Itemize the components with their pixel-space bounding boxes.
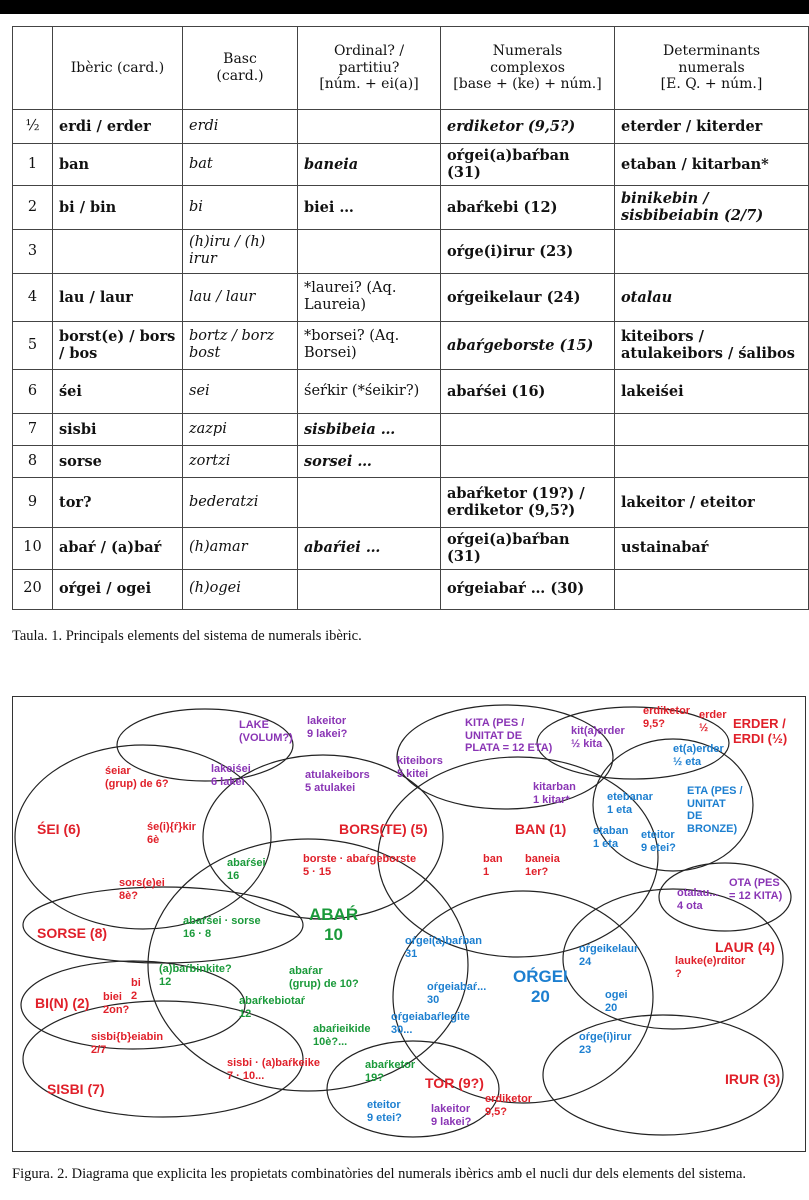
table-row (13, 413, 809, 445)
column-header-2: Basc (card.) (183, 27, 298, 110)
table-row (13, 321, 809, 369)
diagram-label-abarketor: abaŕketor 19? (365, 1059, 416, 1084)
combinatorial-diagram (12, 696, 806, 1152)
cell-n: 6 (13, 369, 53, 413)
diagram-label-orgeiirur: oŕge(i)irur 23 (579, 1031, 632, 1056)
cell-ord: *laurei? (Aq. Laureia) (298, 273, 441, 321)
diagram-label-tor9: TOR (9?) (425, 1075, 484, 1091)
cell-det: eterder / kiterder (615, 110, 809, 144)
cell-ib: śei (53, 369, 183, 413)
diagram-label-kiteibors: kiteibors 5 kitei (397, 755, 443, 780)
cell-ord: abaŕiei … (298, 527, 441, 569)
diagram-label-abar10: ABAŔ 10 (309, 905, 359, 944)
diagram-label-eteitor2: eteitor 9 etei? (367, 1099, 402, 1124)
cell-det: lakeiśei (615, 369, 809, 413)
cell-ib: sorse (53, 445, 183, 477)
cell-det (615, 229, 809, 273)
diagram-label-lakeisei: lakeiśei 6 lakei (211, 763, 251, 788)
figure-caption: Figura. 2. Diagrama que explicita les propietats combinatòries del numerals ibèrics amb el nucli dur dels elements del sistema. (12, 1166, 747, 1182)
cell-n: 5 (13, 321, 53, 369)
diagram-label-kitaerder: kit(a)erder ½ kita (571, 725, 625, 750)
cell-comp: abaŕśei (16) (441, 369, 615, 413)
column-header-5: Determinants numerals [E. Q. + núm.] (615, 27, 809, 110)
numerals-table (12, 26, 809, 610)
cell-n: 20 (13, 569, 53, 609)
diagram-label-borste15: borste · abaŕgeborste 5 · 15 (303, 853, 417, 878)
cell-n: 1 (13, 144, 53, 186)
cell-n: 3 (13, 229, 53, 273)
cell-ord: sorsei … (298, 445, 441, 477)
cell-basc: zortzi (183, 445, 298, 477)
table-row (13, 569, 809, 609)
diagram-label-eteitor: eteitor 9 etei? (641, 829, 676, 854)
diagram-label-bi: bi 2 (131, 977, 141, 1002)
diagram-label-etaerder: et(a)erder ½ eta (673, 743, 724, 768)
cell-ib: abaŕ / (a)baŕ (53, 527, 183, 569)
cell-det (615, 569, 809, 609)
diagram-label-seiar: śeiar (grup) de 6? (105, 765, 169, 790)
diagram-label-irur3: IRUR (3) (725, 1071, 781, 1087)
ellipse-ban (378, 757, 658, 957)
cell-basc: bi (183, 185, 298, 229)
cell-basc: erdi (183, 110, 298, 144)
diagram-label-erdiketor2: erdiketor 9,5? (485, 1093, 533, 1118)
table-row (13, 369, 809, 413)
cell-n: 2 (13, 185, 53, 229)
diagram-label-sei6: ŚEI (6) (37, 821, 81, 837)
diagram-label-ota: OTA (PES = 12 KITA) (729, 877, 783, 902)
cell-n: ½ (13, 110, 53, 144)
diagram-label-abargrup: abaŕar (grup) de 10? (289, 965, 359, 990)
diagram-label-seikir: śe(i){ŕ}kir 6è (147, 821, 196, 846)
cell-comp: oŕgeiabaŕ … (30) (441, 569, 615, 609)
cell-ib: oŕgei / ogei (53, 569, 183, 609)
diagram-label-abarieikide: abaŕieikide 10è?... (313, 1023, 371, 1048)
cell-basc: bortz / borz bost (183, 321, 298, 369)
diagram-label-orgeiabarlegite: oŕgeiabaŕlegite 30... (391, 1011, 470, 1036)
cell-ib: borst(e) / bors / bos (53, 321, 183, 369)
diagram-label-orgeiabar: oŕgeiabaŕ... 30 (427, 981, 487, 1006)
cell-ord: sisbibeia … (298, 413, 441, 445)
cell-ord: śeŕkir (*śeikir?) (298, 369, 441, 413)
cell-comp: abaŕketor (19?) / erdiketor (9,5?) (441, 477, 615, 527)
cell-ord: *borsei? (Aq. Borsei) (298, 321, 441, 369)
table-caption: Taula. 1. Principals elements del sistema de numerals ibèric. (12, 628, 362, 644)
diagram-label-biei: biei 2on? (103, 991, 130, 1016)
diagram-label-orgei20: OŔGEI 20 (513, 967, 568, 1006)
diagram-label-lakeitor2: lakeitor 9 lakei? (431, 1103, 472, 1128)
cell-comp (441, 445, 615, 477)
cell-ib: tor? (53, 477, 183, 527)
diagram-label-kitarban: kitarban 1 kitar* (533, 781, 576, 806)
cell-n: 7 (13, 413, 53, 445)
cell-ord: biei … (298, 185, 441, 229)
cell-ib: lau / laur (53, 273, 183, 321)
diagram-label-laukerditor: lauke(e)rditor ? (675, 955, 746, 980)
cell-ord: baneia (298, 144, 441, 186)
diagram-label-kita: KITA (PES / UNITAT DE PLATA = 12 ETA) (465, 717, 553, 755)
diagram-label-abarsei: abaŕśei 16 (227, 857, 266, 882)
cell-n: 9 (13, 477, 53, 527)
diagram-label-sorse8: SORSE (8) (37, 925, 108, 941)
diagram-label-etaban: etaban 1 eta (593, 825, 629, 850)
diagram-label-bin2: BI(N) (2) (35, 995, 90, 1011)
cell-basc: bederatzi (183, 477, 298, 527)
cell-ib: sisbi (53, 413, 183, 445)
cell-det (615, 445, 809, 477)
cell-ib: ban (53, 144, 183, 186)
diagram-label-orgeikelaur: oŕgeikelaur 24 (579, 943, 639, 968)
column-header-4: Numerals complexos [base + (ke) + núm.] (441, 27, 615, 110)
column-header-0 (13, 27, 53, 110)
cell-n: 8 (13, 445, 53, 477)
diagram-label-erdererdi: ERDER / ERDI (½) (733, 716, 788, 746)
cell-comp (441, 413, 615, 445)
cell-ord (298, 569, 441, 609)
diagram-label-abarkebiotar: abaŕkebiotaŕ 12 (239, 995, 306, 1020)
column-header-3: Ordinal? / partitiu? [núm. + ei(a)] (298, 27, 441, 110)
cell-basc: bat (183, 144, 298, 186)
diagram-label-eta: ETA (PES / UNITAT DE BRONZE) (687, 785, 743, 835)
table-row (13, 110, 809, 144)
cell-comp: oŕgeikelaur (24) (441, 273, 615, 321)
cell-basc: lau / laur (183, 273, 298, 321)
diagram-label-lake: LAKE (VOLUM?) (239, 719, 293, 744)
diagram-label-etebanar: etebanar 1 eta (607, 791, 653, 816)
cell-det: kiteibors / atulakeibors / śalibos (615, 321, 809, 369)
diagram-label-sisbi7: SISBI (7) (47, 1081, 105, 1097)
cell-comp: oŕgei(a)baŕban (31) (441, 144, 615, 186)
cell-basc: sei (183, 369, 298, 413)
diagram-label-ogei: ogei 20 (605, 989, 628, 1014)
diagram-label-abarbinkite: (a)baŕbinkite? 12 (159, 963, 232, 988)
table-row (13, 445, 809, 477)
cell-comp: abaŕkebi (12) (441, 185, 615, 229)
table-row (13, 273, 809, 321)
cell-ib: bi / bin (53, 185, 183, 229)
diagram-label-orgeiabarban: oŕgei(a)baŕban 31 (405, 935, 483, 960)
cell-comp: oŕge(i)irur (23) (441, 229, 615, 273)
diagram-label-otalau: otalau... 4 ota (677, 887, 719, 912)
diagram-label-ban: ban 1 (483, 853, 503, 878)
cell-det: binikebin / sisbibeiabin (2/7) (615, 185, 809, 229)
table-row (13, 477, 809, 527)
diagram-label-sorsei: sors(e)ei 8è? (119, 877, 165, 902)
cell-basc: (h)iru / (h) irur (183, 229, 298, 273)
diagram-label-sisbibeiabin: sisbi{b}eiabin 2/7 (91, 1031, 164, 1056)
cell-ib: erdi / erder (53, 110, 183, 144)
diagram-label-ban1: BAN (1) (515, 821, 567, 837)
cell-ord (298, 477, 441, 527)
cell-det: otalau (615, 273, 809, 321)
diagram-label-borste: BORS(TE) (5) (339, 821, 428, 837)
cell-ib (53, 229, 183, 273)
table-row (13, 185, 809, 229)
cell-n: 10 (13, 527, 53, 569)
cell-comp: abaŕgeborste (15) (441, 321, 615, 369)
diagram-label-erdiketor: erdiketor 9,5? (643, 705, 691, 730)
cell-det: lakeitor / eteitor (615, 477, 809, 527)
diagram-label-erder: erder ½ (699, 709, 727, 734)
table-row (13, 144, 809, 186)
diagram-label-sisbiabarkeike: sisbi · (a)baŕkeike 7 · 10... (227, 1057, 320, 1082)
cell-ord (298, 110, 441, 144)
diagram-label-laur4: LAUR (4) (715, 939, 775, 955)
cell-det: etaban / kitarban* (615, 144, 809, 186)
cell-basc: (h)ogei (183, 569, 298, 609)
cell-det (615, 413, 809, 445)
cell-comp: oŕgei(a)baŕban (31) (441, 527, 615, 569)
table-row (13, 229, 809, 273)
cell-basc: (h)amar (183, 527, 298, 569)
diagram-label-lakeitor: lakeitor 9 lakei? (307, 715, 348, 740)
diagram-label-baneia: baneia 1er? (525, 853, 560, 878)
diagram-label-abarseisorse: abaŕśei · sorse 16 · 8 (183, 915, 261, 940)
table-row (13, 527, 809, 569)
cell-comp: erdiketor (9,5?) (441, 110, 615, 144)
cell-n: 4 (13, 273, 53, 321)
cell-det: ustainabaŕ (615, 527, 809, 569)
top-bar (0, 0, 809, 14)
column-header-1: Ibèric (card.) (53, 27, 183, 110)
cell-basc: zazpi (183, 413, 298, 445)
cell-ord (298, 229, 441, 273)
diagram-label-atulakeibors: atulakeibors 5 atulakei (305, 769, 370, 794)
